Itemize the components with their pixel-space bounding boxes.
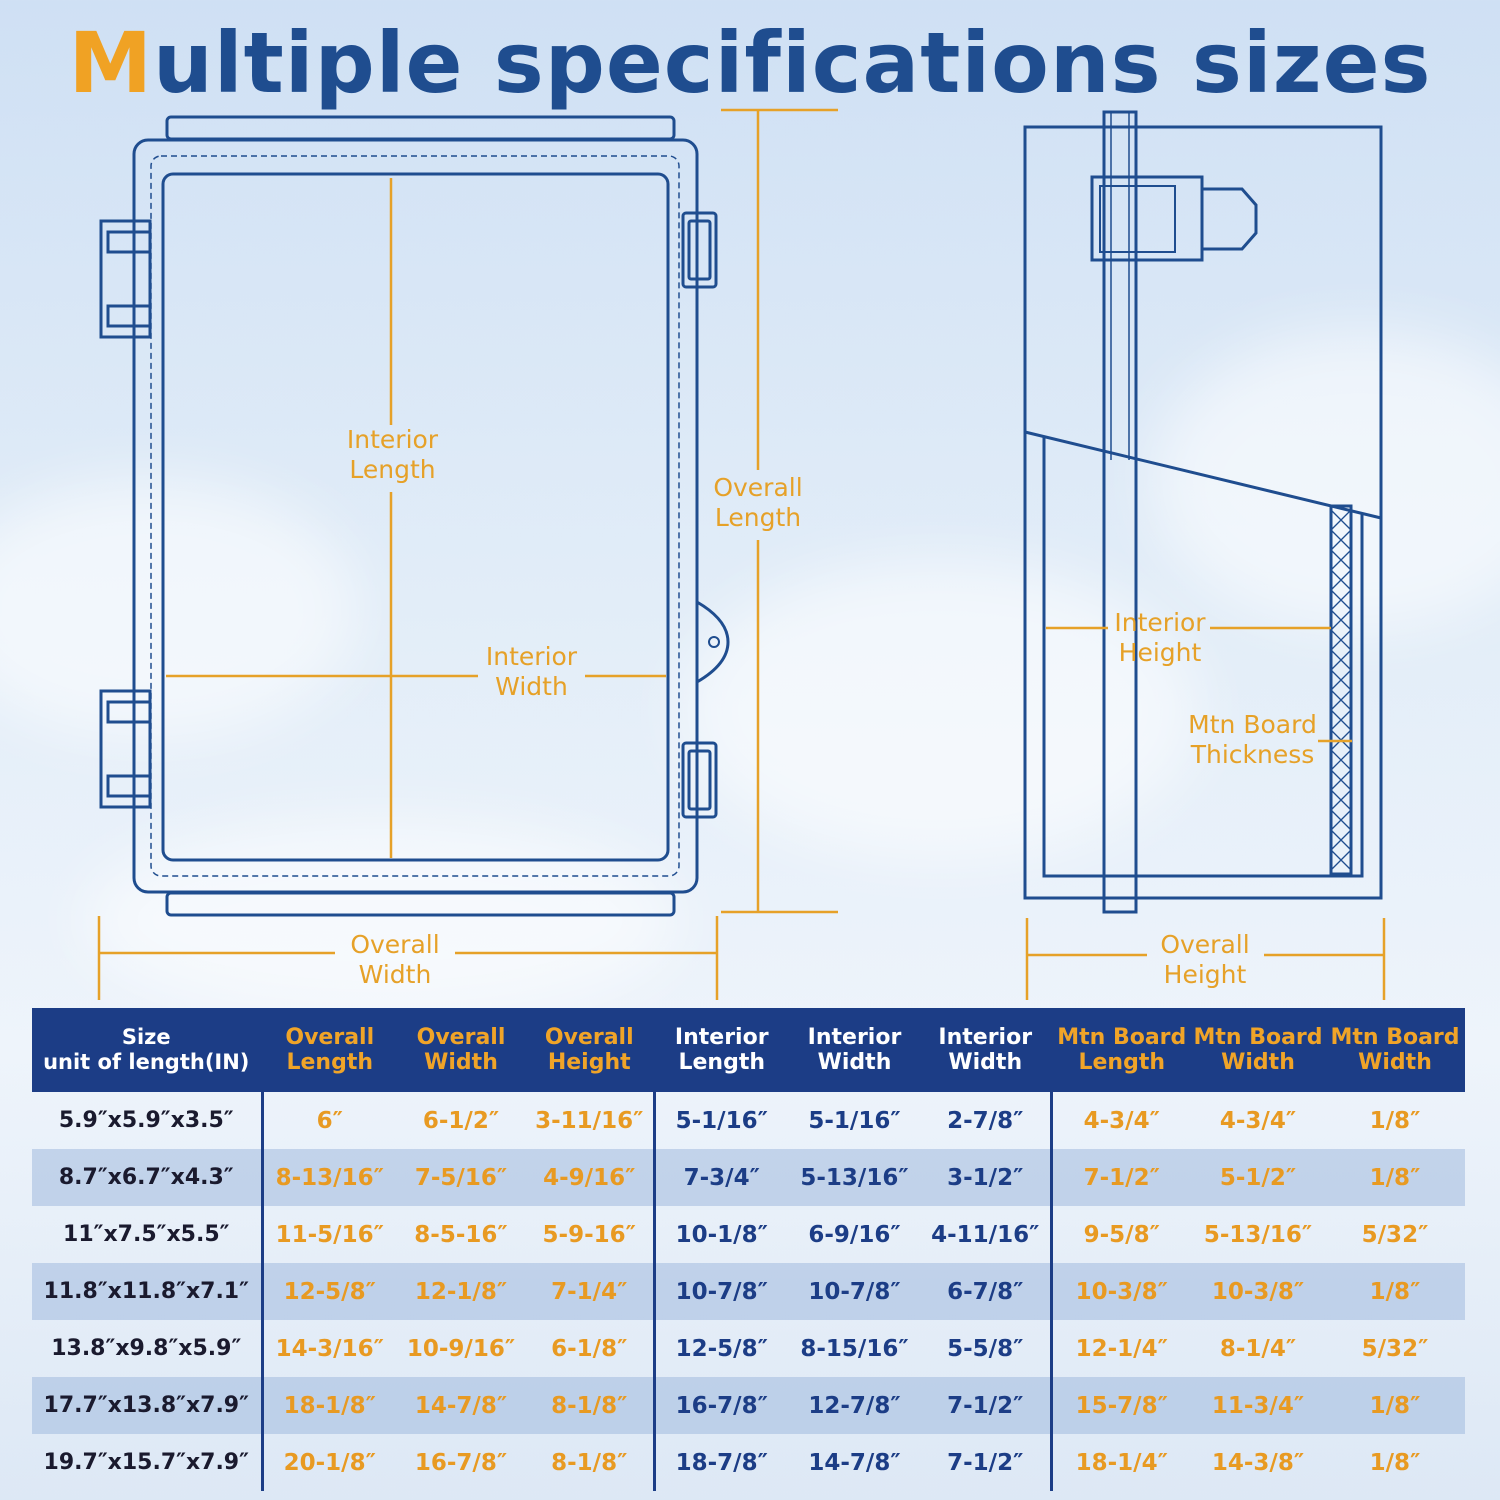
label-interior-length: Interior Length <box>346 425 439 484</box>
table-cell: 1/8″ <box>1325 1263 1465 1320</box>
table-cell: 18-7/8″ <box>675 1449 768 1476</box>
table-cell: 5-9-16″ <box>526 1206 654 1263</box>
table-body <box>32 1092 1465 1491</box>
table-cell: 7-1/2″ <box>921 1377 1051 1434</box>
dimension-lines <box>99 110 1384 1000</box>
side-latch <box>1092 177 1202 260</box>
table-cell: 10-9/16″ <box>406 1335 516 1362</box>
side-view-outline <box>1025 112 1381 912</box>
cell-size: 5.9″x5.9″x3.5″ <box>32 1092 262 1149</box>
table-cell: 15-7/8″ <box>1051 1377 1191 1434</box>
table-cell: 3-11/16″ <box>526 1092 654 1149</box>
table-cell: 18-1/8″ <box>262 1377 396 1434</box>
table-cell: 6″ <box>316 1107 343 1134</box>
table-cell: 4-3/4″ <box>1219 1107 1297 1134</box>
mounting-board-hatch <box>1331 510 1351 870</box>
table-row <box>32 1434 1465 1491</box>
side-foot <box>1104 876 1136 912</box>
table-cell: 10-7/8″ <box>788 1263 921 1320</box>
table-row <box>32 1092 1465 1149</box>
table-cell: 5-1/16″ <box>808 1107 901 1134</box>
interior-window <box>163 174 668 860</box>
side-latch-knob <box>1202 189 1256 249</box>
header-size: Size unit of length(IN) <box>32 1008 262 1092</box>
label-overall-length: Overall Length <box>713 473 803 532</box>
lock-hole <box>709 637 719 647</box>
table-cell: 5-1/16″ <box>675 1107 768 1134</box>
table-cell: 8-1/4″ <box>1219 1335 1297 1362</box>
table-cell: 14-3/16″ <box>275 1335 384 1362</box>
label-overall-height: Overall Height <box>1160 930 1250 989</box>
hinge-lower-detail <box>108 702 150 722</box>
table-cell: 1/8″ <box>1325 1149 1465 1206</box>
cutaway-edge <box>1025 432 1381 518</box>
table-row <box>32 1263 1465 1320</box>
table-cell: 7-1/2″ <box>1051 1149 1191 1206</box>
side-flange <box>1104 112 1136 912</box>
table-cell: 8-13/16″ <box>262 1149 396 1206</box>
mounting-board <box>1331 506 1351 874</box>
table-cell: 7-1/2″ <box>921 1434 1051 1491</box>
hinge-upper-detail <box>108 306 150 326</box>
label-interior-width: Interior Width <box>485 642 578 701</box>
header-interior-width: Interior Width <box>788 1008 921 1092</box>
specifications-table <box>32 1008 1465 1491</box>
table-cell: 5/32″ <box>1361 1335 1429 1362</box>
table-cell: 16-7/8″ <box>414 1449 508 1476</box>
header-interior-width-2: Interior Width <box>921 1008 1051 1092</box>
table-cell: 5-13/16″ <box>1203 1221 1313 1248</box>
table-cell: 1/8″ <box>1369 1449 1421 1476</box>
table-cell: 11-3/4″ <box>1191 1377 1325 1434</box>
table-cell: 6-1/8″ <box>526 1320 654 1377</box>
table-cell: 12-7/8″ <box>788 1377 921 1434</box>
cell-size: 13.8″x9.8″x5.9″ <box>32 1320 262 1377</box>
table-cell: 8-1/8″ <box>526 1434 654 1491</box>
table-cell: 7-1/4″ <box>526 1263 654 1320</box>
table-cell: 18-1/4″ <box>1075 1449 1168 1476</box>
cell-size: 11″x7.5″x5.5″ <box>32 1206 262 1263</box>
table-row <box>32 1377 1465 1434</box>
header-mtn-board-length: Mtn Board Length <box>1051 1008 1191 1092</box>
header-overall-width: Overall Width <box>396 1008 526 1092</box>
header-interior-length: Interior Length <box>654 1008 788 1092</box>
table-cell: 14-7/8″ <box>396 1377 526 1434</box>
table-cell: 5-13/16″ <box>788 1149 921 1206</box>
table-cell: 10-3/8″ <box>1191 1263 1325 1320</box>
table-cell: 5-5/8″ <box>921 1320 1051 1377</box>
table-cell: 2-7/8″ <box>921 1092 1051 1149</box>
table-cell: 4-11/16″ <box>921 1206 1051 1263</box>
table-cell: 10-7/8″ <box>654 1263 788 1320</box>
bottom-lip <box>167 893 674 915</box>
table-cell: 8-15/16″ <box>800 1335 909 1362</box>
table-cell: 9-5/8″ <box>1083 1221 1160 1248</box>
table-cell: 10-1/8″ <box>675 1221 768 1248</box>
table-header-row <box>32 1008 1465 1092</box>
table-cell: 5/32″ <box>1361 1221 1429 1248</box>
title-first-letter: M <box>68 14 154 112</box>
front-body <box>134 140 697 892</box>
front-view-outline <box>101 117 728 915</box>
table-cell: 3-1/2″ <box>921 1149 1051 1206</box>
table-cell: 7-3/4″ <box>654 1149 788 1206</box>
latch-upper-detail <box>689 221 710 279</box>
gasket-line <box>151 156 679 876</box>
table-cell: 14-7/8″ <box>808 1449 901 1476</box>
lock-tab <box>697 602 728 682</box>
header-mtn-board-width: Mtn Board Width <box>1191 1008 1325 1092</box>
header-mtn-board-width-2: Mtn Board Width <box>1325 1008 1465 1092</box>
label-mtn-board-thickness: Mtn Board Thickness <box>1188 710 1317 769</box>
table-row <box>32 1320 1465 1377</box>
label-overall-width: Overall Width <box>350 930 440 989</box>
hinge-upper-detail <box>108 232 150 252</box>
top-lip <box>167 117 674 139</box>
table-cell: 16-7/8″ <box>654 1377 788 1434</box>
title-rest: ultiple specifications sizes <box>153 14 1432 112</box>
cell-size: 17.7″x13.8″x7.9″ <box>32 1377 262 1434</box>
label-interior-height: Interior Height <box>1114 608 1206 667</box>
table-cell: 7-5/16″ <box>396 1149 526 1206</box>
table-cell: 5-1/2″ <box>1191 1149 1325 1206</box>
header-overall-height: Overall Height <box>526 1008 654 1092</box>
table-cell: 4-9/16″ <box>526 1149 654 1206</box>
hinge-lower-detail <box>108 776 150 796</box>
cell-size: 19.7″x15.7″x7.9″ <box>32 1434 262 1491</box>
table-cell: 12-5/8″ <box>262 1263 396 1320</box>
table-cell: 11-5/16″ <box>275 1221 384 1248</box>
table-cell: 12-1/4″ <box>1075 1335 1168 1362</box>
table-cell: 8-1/8″ <box>526 1377 654 1434</box>
table-cell: 6-1/2″ <box>422 1107 500 1134</box>
cell-size: 11.8″x11.8″x7.1″ <box>32 1263 262 1320</box>
table-cell: 12-1/8″ <box>396 1263 526 1320</box>
table-cell: 20-1/8″ <box>283 1449 376 1476</box>
cell-size: 8.7″x6.7″x4.3″ <box>32 1149 262 1206</box>
table-row <box>32 1206 1465 1263</box>
header-overall-length: Overall Length <box>262 1008 396 1092</box>
table-cell: 12-5/8″ <box>675 1335 768 1362</box>
table-cell: 6-9/16″ <box>808 1221 901 1248</box>
table-cell: 1/8″ <box>1325 1377 1465 1434</box>
latch-lower-detail <box>689 751 710 809</box>
table-cell: 4-3/4″ <box>1083 1107 1160 1134</box>
table-cell: 14-3/8″ <box>1211 1449 1305 1476</box>
table-cell: 1/8″ <box>1369 1107 1421 1134</box>
table-cell: 8-5-16″ <box>414 1221 508 1248</box>
table-cell: 6-7/8″ <box>921 1263 1051 1320</box>
table-cell: 10-3/8″ <box>1051 1263 1191 1320</box>
table-row <box>32 1149 1465 1206</box>
